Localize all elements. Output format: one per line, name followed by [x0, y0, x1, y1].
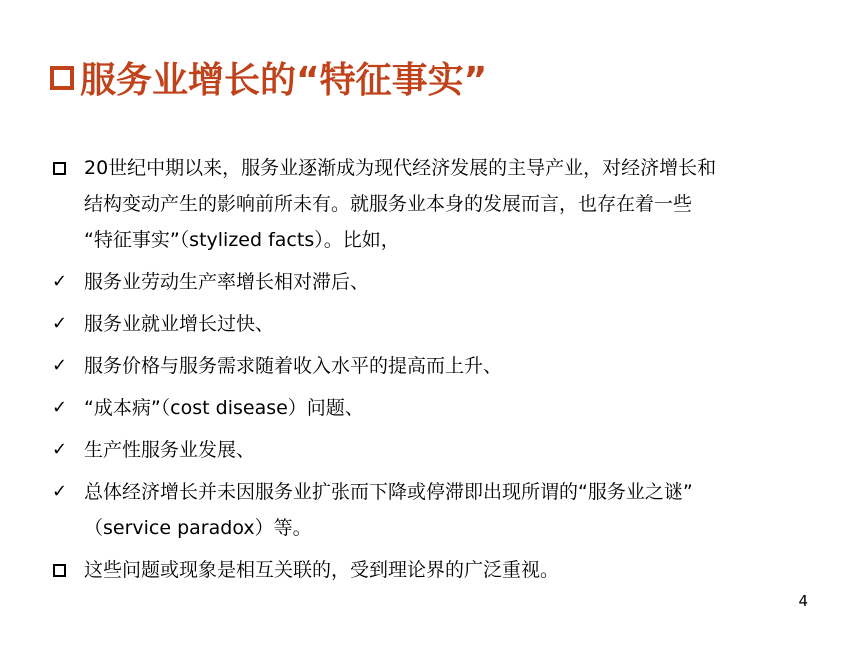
item-line: 服务价格与服务需求随着收入水平的提高而上升、	[84, 355, 503, 377]
checkmark-icon: ✓	[52, 439, 68, 460]
item-line: 20世纪中期以来，服务业逐渐成为现代经济发展的主导产业，对经济增长和	[84, 157, 717, 179]
item-line: 生产性服务业发展、	[84, 439, 256, 461]
list-item	[50, 306, 830, 342]
page-number: 4	[798, 592, 808, 610]
item-line: “特征事实”（stylized facts）。比如，	[84, 229, 400, 251]
item-line: 这些问题或现象是相互关联的，受到理论界的广泛重视。	[84, 559, 560, 581]
item-line: 服务业就业增长过快、	[84, 313, 275, 335]
checkmark-icon: ✓	[52, 481, 68, 502]
list-item	[50, 150, 830, 258]
list-item	[50, 264, 830, 300]
checkmark-icon: ✓	[52, 397, 68, 418]
item-line: （service paradox）等。	[84, 517, 312, 539]
list-item	[50, 390, 830, 426]
item-line: 结构变动产生的影响前所未有。就服务业本身的发展而言，也存在着一些	[84, 193, 693, 215]
item-line: 总体经济增长并未因服务业扩张而下降或停滞即出现所谓的“服务业之谜”	[84, 481, 693, 503]
list-item	[50, 348, 830, 384]
square-bullet-icon	[50, 552, 84, 588]
item-line: 服务业劳动生产率增长相对滞后、	[84, 271, 370, 293]
list-item	[50, 474, 830, 546]
slide-title	[50, 52, 487, 102]
slide-title-text: 服务业增长的“特征事实”	[80, 59, 488, 101]
checkmark-icon: ✓	[52, 313, 68, 334]
checkmark-icon: ✓	[52, 271, 68, 292]
item-line: “成本病”（cost disease）问题、	[84, 397, 364, 419]
list-item	[50, 552, 830, 588]
slide-body	[50, 150, 830, 594]
list-item	[50, 432, 830, 468]
title-square-icon	[50, 66, 74, 90]
square-bullet-icon	[50, 150, 84, 186]
checkmark-icon: ✓	[52, 355, 68, 376]
